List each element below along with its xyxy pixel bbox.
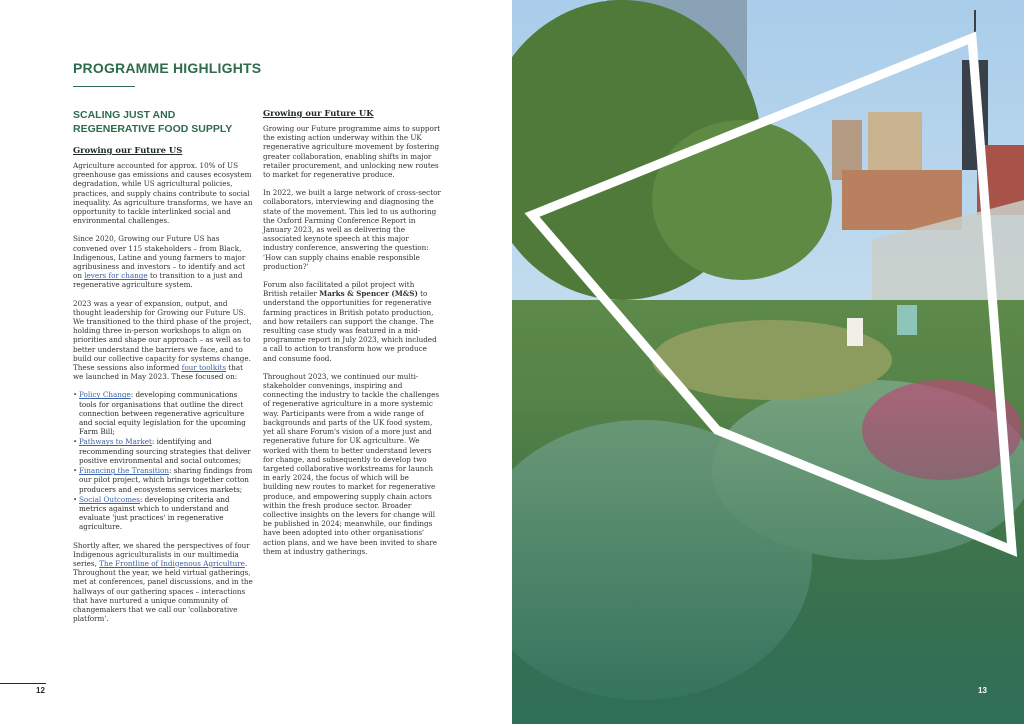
toolkit-list bbox=[73, 390, 253, 531]
list-item bbox=[73, 466, 253, 494]
text-run: Shortly after, we shared the perspectives of four Indigenous agriculturalists in our multimedia series, bbox=[73, 540, 250, 568]
column-left bbox=[73, 108, 253, 632]
paragraph bbox=[73, 234, 253, 289]
list-item bbox=[73, 390, 253, 436]
section-heading: SCALING JUST AND REGENERATIVE FOOD SUPPLY bbox=[73, 109, 233, 135]
urban-farm-photo bbox=[512, 0, 1024, 724]
page-number-left: 12 bbox=[36, 686, 45, 695]
footer-rule bbox=[0, 683, 46, 684]
levers-for-change-link[interactable]: levers for change bbox=[84, 271, 148, 281]
retailer-name: Marks & Spencer (M&S) bbox=[319, 289, 418, 299]
gradient-overlay bbox=[512, 0, 1024, 724]
page-number-right: 13 bbox=[978, 686, 987, 695]
text-run: that we launched in May 2023. These focused on: bbox=[73, 363, 244, 382]
paragraph bbox=[73, 541, 253, 624]
text-run: Forum also facilitated a pilot project with British retailer bbox=[263, 280, 415, 299]
paragraph: In 2022, we built a large network of cross-sector collaborators, interviewing and diagnosing the state of the movement. This led to us authoring the Oxford Farming Conference Report in January 2023, as well as delivering the associated keynote speech at this major industry conference, answering the question: 'How can supply chains enable responsible production?' bbox=[263, 188, 441, 271]
financing-transition-link[interactable]: Financing the Transition bbox=[79, 466, 169, 476]
list-item-text: : developing criteria and metrics against which to understand and evaluate 'just practices' in regenerative agriculture. bbox=[79, 494, 230, 532]
list-item-text: : identifying and recommending sourcing strategies that deliver positive environmental and social outcomes; bbox=[79, 437, 251, 465]
subsection-heading-us: Growing our Future US bbox=[73, 145, 183, 155]
paragraph: Agriculture accounted for approx. 10% of US greenhouse gas emissions and causes ecosystem degradation, while US agricultural policies, practices, and supply chains contribute to social inequality. As agriculture transforms, we have an opportunity to tackle interlinked social and environmental challenges. bbox=[73, 161, 253, 226]
indigenous-agriculture-link[interactable]: The Frontline of Indigenous Agriculture bbox=[99, 558, 245, 568]
subsection-heading-uk: Growing our Future UK bbox=[263, 108, 374, 118]
pathways-to-market-link[interactable]: Pathways to Market bbox=[79, 437, 152, 447]
four-toolkits-link[interactable]: four toolkits bbox=[181, 363, 227, 373]
text-run: . Throughout the year, we held virtual gatherings, met at conferences, panel discussions, and in the hallways of our gathering spaces – interactions that have nurtured a unique community of changemakers that we call our 'collaborative platform'. bbox=[73, 558, 253, 624]
text-run: to understand the opportunities for regenerative farming practices in British potato production, and how retailers can support the change. The resulting case study was featured in a mid-programme report in July 2023, which included a call to action to transform how we produce and consume food. bbox=[263, 289, 437, 363]
list-item bbox=[73, 437, 253, 465]
paragraph: Growing our Future programme aims to support the existing action underway within the UK regenerative agriculture movement by fostering greater collaboration, enabling shifts in major retailer procurement, and unlocking new routes to market for regenerative produce. bbox=[263, 124, 441, 180]
right-page-photo bbox=[512, 0, 1024, 724]
text-run: 2023 was a year of expansion, output, and thought leadership for Growing our Future US. We transitioned to the third phase of the project, holding three in-person workshops to align on priorities and shape our approach – as well as to better understand the barriers we face, and to build our collective capacity for systems change. These sessions also informed bbox=[73, 298, 252, 373]
list-item-text: : developing communications tools for organisations that outline the direct connection between regenerative agriculture and social equity legislation for the upcoming Farm Bill; bbox=[79, 390, 246, 437]
paragraph: Throughout 2023, we continued our multi-stakeholder convenings, inspiring and connecting the industry to tackle the challenges of regenerative agriculture in a more systemic way. Participants were from a wide range of backgrounds and parts of the UK food system, yet all share Forum's vision of a more just and regenerative future for UK agriculture. We worked with them to better understand levers for change, and subsequently to develop two targeted collaborative workstreams for launch in early 2024, the focus of which will be building new routes to market for regenerative produce, and empowering supply chain actors within the fresh produce sector. Broader collective insights on the levers for change will be published in 2024; meanwhile, our findings have been adopted into other organisations' action plans, and we have been invited to share them at industry gatherings. bbox=[263, 371, 440, 556]
text-run: Since 2020, Growing our Future US has convened over 115 stakeholders – from Black, Indigenous, Latine and young farmers to major agribusiness and investors – to identify and act on bbox=[73, 234, 246, 281]
paragraph bbox=[73, 299, 253, 382]
page-title: PROGRAMME HIGHLIGHTS bbox=[73, 60, 262, 76]
text-run: to transition to a just and regenerative agriculture system. bbox=[73, 271, 243, 290]
policy-change-link[interactable]: Policy Change bbox=[79, 390, 131, 400]
social-outcomes-link[interactable]: Social Outcomes bbox=[79, 494, 140, 504]
title-underline bbox=[73, 86, 135, 87]
column-middle bbox=[263, 108, 441, 565]
list-item bbox=[73, 495, 253, 532]
paragraph bbox=[263, 280, 441, 363]
list-item-text: : sharing findings from our pilot project, which brings together cotton producers and ecosystems services markets; bbox=[79, 466, 253, 494]
